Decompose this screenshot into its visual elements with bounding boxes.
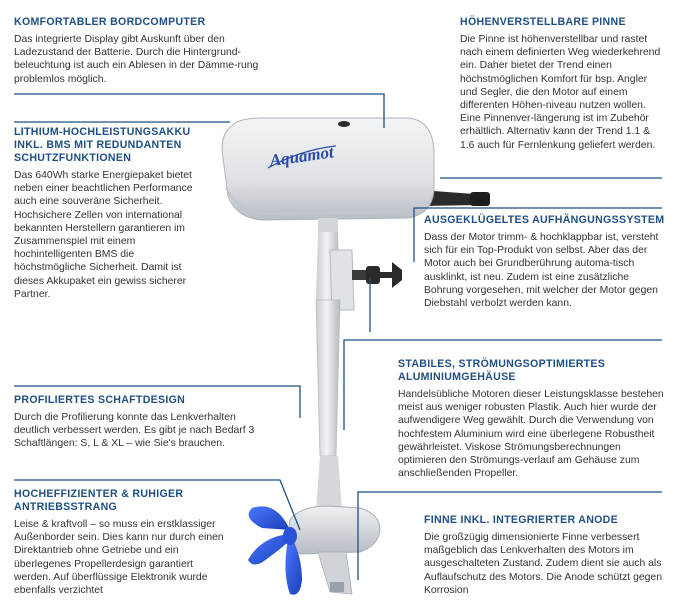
text-aufhaengung: Dass der Motor trimm- & hochklappbar ist, versteht sich für ein Top-Produkt von selbst. Aber das der Motor auch bei Grundberührung automa-tisch ausklinkt, ist neu. Zudem ist eine zusätzliche Bohrung vorgesehen, mit welcher der Motor gegen Diebstahl verbolzt werden kann. bbox=[424, 232, 659, 310]
motor-pod bbox=[289, 456, 380, 594]
section-akku bbox=[14, 126, 204, 301]
text-schaft: Durch die Profilierung konnte das Lenkverhalten deutlich verbessert werden. Es gibt je nach Bedarf 3 Schaftlängen: S, L & XL – wie Sie's brauchen. bbox=[14, 412, 255, 450]
mounting-bracket bbox=[316, 232, 402, 310]
heading-finne: FINNE INKL. INTEGRIERTER ANODE bbox=[424, 514, 619, 526]
section-bordcomputer bbox=[14, 16, 264, 86]
section-aufhaengung bbox=[424, 214, 670, 310]
heading-bordcomputer: KOMFORTABLER BORDCOMPUTER bbox=[14, 16, 206, 28]
text-akku: Das 640Wh starke Energiepaket bietet neben einer beachtlichen Performance auch eine souveräne Sicherheit. Hochsichere Zellen von international bekannten Herstellern garantieren im Zusammenspiel mit einem hochintelligenten BMS die höchstmögliche Sicherheit. Damit ist dieses Akkupaket ein gewiss sicherer Partner. bbox=[14, 170, 193, 300]
text-finne: Die großzügig dimensionierte Finne verbessert maßgeblich das Lenkverhalten des Motors im ausgeschalteten Zustand. Zudem dient sie auch als Auflaufschutz des Motors. Die Anode schützt gegen Korrosion bbox=[424, 532, 662, 596]
section-schaft bbox=[14, 394, 264, 451]
motor-neck bbox=[318, 218, 338, 232]
text-pinne: Die Pinne ist höhenverstellbar und rastet nach einem definierten Weg wiederkehrend ein. Daher bietet der Trend einen höchstmöglichen Komfort für bsp. Angler und Segler, die den Motor auf einem differenten Höhen-niveau nutzen wollen. Eine Pinnenver-längerung ist im Zubehör erhältlich. Alternativ kann der Trend 1.1 & 1.6 auch für Fernlenkung geliefert werden. bbox=[460, 34, 661, 151]
heading-akku: LITHIUM-HOCHLEISTUNGSAKKU INKL. BMS MIT REDUNDANTEN SCHUTZFUNKTIONEN bbox=[14, 126, 191, 164]
section-gehaeuse bbox=[398, 358, 670, 480]
text-gehaeuse: Handelsübliche Motoren dieser Leistungsklasse bestehen meist aus weniger robusten Plastik. Auch hier wurde der aufwendigere Weg gewählt. Durch die Verwendung von hochfestem Aluminium wird eine überlegene Robustheit gewährleistet. Viskose Strömungsberechnungen optimieren den Strömungs-verlauf am Gehäuse zum anschließenden Propeller. bbox=[398, 389, 664, 480]
aquamot-logo: Aquamot bbox=[268, 142, 335, 171]
heading-schaft: PROFILIERTES SCHAFTDESIGN bbox=[14, 394, 186, 406]
text-bordcomputer: Das integrierte Display gibt Auskunft über den Ladezustand der Batterie. Durch die Hintergrund-beleuchtung ist auch ein Ablesen in der Dämme-rung problemlos möglich. bbox=[14, 34, 259, 85]
section-finne bbox=[424, 514, 670, 597]
heading-pinne: HÖHENVERSTELLBARE PINNE bbox=[460, 16, 626, 28]
heading-aufhaengung: AUSGEKLÜGELTES AUFHÄNGUNGSSYSTEM bbox=[424, 214, 665, 226]
heading-antrieb: HOCHEFFIZIENTER & RUHIGER ANTRIEBSSTRANG bbox=[14, 488, 184, 513]
section-antrieb bbox=[14, 488, 232, 597]
heading-gehaeuse: STABILES, STRÖMUNGSOPTIMIERTES ALUMINIUMGEHÄUSE bbox=[398, 358, 606, 383]
text-antrieb: Leise & kraftvoll – so muss ein erstklassiger Außenborder sein. Dies kann nur durch einen Direktantrieb ohne Getriebe und ein überlegenes Propellerdesign garantiert werden. Auf überflüssige Elektronik wurde ebenfalls verzichtet bbox=[14, 519, 224, 597]
section-pinne bbox=[460, 16, 666, 152]
battery-head-shell bbox=[222, 118, 434, 220]
motor-shaft bbox=[316, 300, 340, 456]
